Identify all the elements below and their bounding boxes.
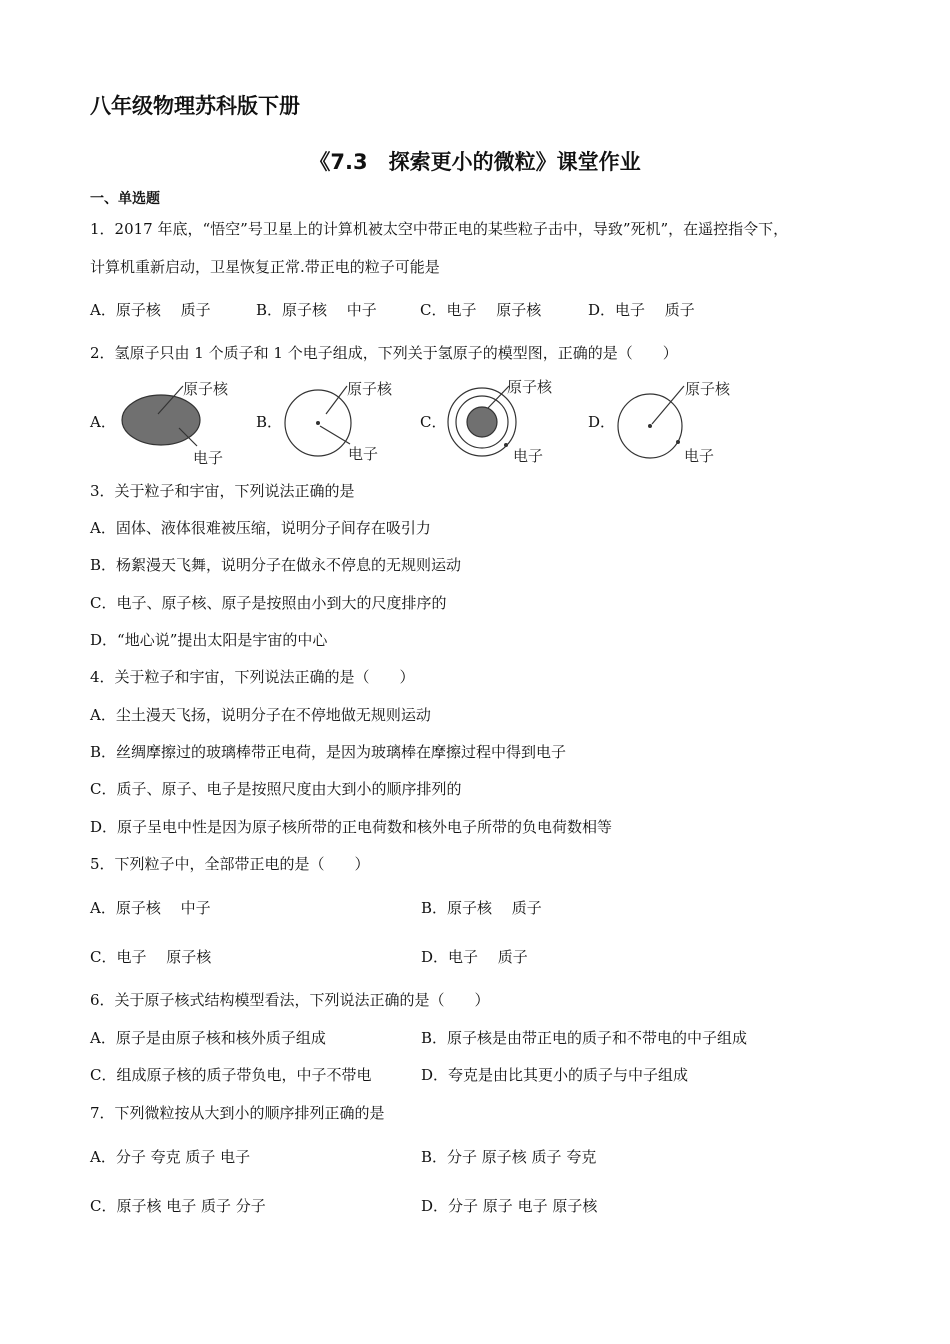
q3-option-a: A．固体、液体很难被压缩，说明分子间存在吸引力 xyxy=(90,519,431,537)
q3-stem: 3．关于粒子和宇宙，下列说法正确的是 xyxy=(90,482,355,500)
q5-option-a: A．原子核 中子 xyxy=(90,899,211,917)
electron-pointer xyxy=(320,426,350,444)
q2-option-a-letter: A． xyxy=(90,413,116,431)
q7-option-c: C．原子核 电子 质子 分子 xyxy=(90,1197,266,1215)
q6-option-d: D．夸克是由比其更小的质子与中子组成 xyxy=(421,1066,689,1084)
q4-option-c: C．质子、原子、电子是按照尺度由大到小的顺序排列的 xyxy=(90,780,462,798)
q2-option-b-letter: B． xyxy=(256,413,283,431)
q2-diagram-c xyxy=(445,372,570,468)
q5-stem: 5．下列粒子中，全部带正电的是（ ） xyxy=(90,855,370,873)
q4-option-b: B．丝绸摩擦过的玻璃棒带正电荷，是因为玻璃棒在摩擦过程中得到电子 xyxy=(90,743,567,761)
q5-option-d: D．电子 质子 xyxy=(421,948,528,966)
q2-option-c-letter: C． xyxy=(420,413,447,431)
section-heading: 一、单选题 xyxy=(90,191,160,207)
label-nucleus: 原子核 xyxy=(507,378,553,396)
q2-diagram-b xyxy=(280,372,405,468)
q7-option-b: B．分子 原子核 质子 夸克 xyxy=(421,1148,597,1166)
q6-option-b: B．原子核是由带正电的质子和不带电的中子组成 xyxy=(421,1029,748,1047)
nucleus-circle xyxy=(467,407,497,437)
label-electron: 电子 xyxy=(513,447,544,465)
q1-option-a: A．原子核 质子 xyxy=(90,301,211,319)
nucleus-pointer xyxy=(326,386,347,414)
q3-option-b: B．杨絮漫天飞舞，说明分子在做永不停息的无规则运动 xyxy=(90,556,462,574)
q5-option-c: C．电子 原子核 xyxy=(90,948,212,966)
q7-option-a: A．分子 夸克 质子 电子 xyxy=(90,1148,251,1166)
q4-option-d: D．原子呈电中性是因为原子核所带的正电荷数和核外电子所带的负电荷数相等 xyxy=(90,818,613,836)
q2-diagram-a xyxy=(115,372,240,468)
q2-stem: 2．氢原子只由 1 个质子和 1 个电子组成，下列关于氢原子的模型图，正确的是（ ） xyxy=(90,344,678,362)
q7-stem: 7．下列微粒按从大到小的顺序排列正确的是 xyxy=(90,1104,385,1122)
q5-option-b: B．原子核 质子 xyxy=(421,899,542,917)
q1-stem-line2: 计算机重新启动，卫星恢复正常.带正电的粒子可能是 xyxy=(90,258,440,276)
q3-option-d: D．“地心说”提出太阳是宇宙的中心 xyxy=(90,631,328,649)
page-title: 《7.3 探索更小的微粒》课堂作业 xyxy=(309,150,641,174)
label-electron: 电子 xyxy=(348,445,379,463)
q2-option-d-letter: D． xyxy=(588,413,616,431)
q7-option-d: D．分子 原子 电子 原子核 xyxy=(421,1197,598,1215)
q6-option-a: A．原子是由原子核和核外质子组成 xyxy=(90,1029,326,1047)
q3-option-c: C．电子、原子核、原子是按照由小到大的尺度排序的 xyxy=(90,594,447,612)
center-dot xyxy=(316,421,320,425)
label-nucleus: 原子核 xyxy=(183,380,229,398)
q4-stem: 4．关于粒子和宇宙，下列说法正确的是（ ） xyxy=(90,668,415,686)
q4-option-a: A．尘土漫天飞扬，说明分子在不停地做无规则运动 xyxy=(90,706,431,724)
label-nucleus: 原子核 xyxy=(685,380,731,398)
nucleus-dot xyxy=(648,424,652,428)
label-electron: 电子 xyxy=(193,449,224,467)
electron-dot xyxy=(676,440,680,444)
nucleus-pointer xyxy=(652,386,684,424)
q6-stem: 6．关于原子核式结构模型看法，下列说法正确的是（ ） xyxy=(90,991,490,1009)
q1-option-c: C．电子 原子核 xyxy=(420,301,542,319)
grade-subject-header: 八年级物理苏科版下册 xyxy=(90,94,300,118)
q2-diagram-d xyxy=(612,372,742,468)
q6-option-c: C．组成原子核的质子带负电，中子不带电 xyxy=(90,1066,372,1084)
label-nucleus: 原子核 xyxy=(347,380,393,398)
q1-option-b: B．原子核 中子 xyxy=(256,301,377,319)
q1-stem-line1: 1．2017 年底，“悟空”号卫星上的计算机被太空中带正电的某些粒子击中，导致”死机”，在遥控指令下， xyxy=(90,220,789,238)
q1-option-d: D．电子 质子 xyxy=(588,301,695,319)
label-electron: 电子 xyxy=(684,447,715,465)
electron-dot xyxy=(504,443,508,447)
